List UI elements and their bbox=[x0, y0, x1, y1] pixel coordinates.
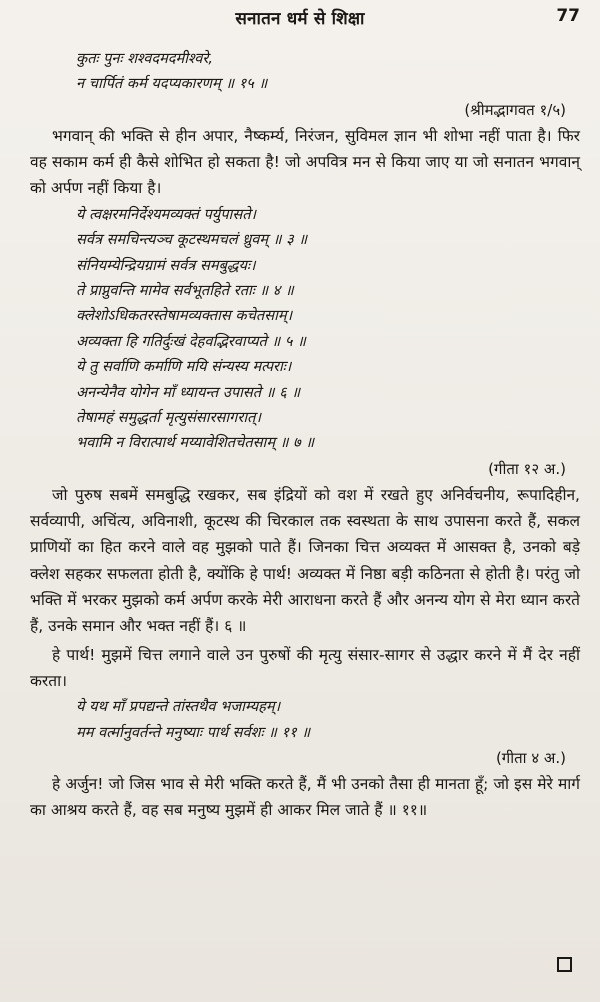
verse-line: संनियम्येन्द्रियग्रामं सर्वत्र समबुद्धयः। bbox=[76, 256, 256, 274]
verse-line: मम वर्त्मानुवर्तन्ते मनुष्याः पार्थ सर्वशः ॥ ११ ॥ bbox=[76, 723, 311, 741]
verse-line: ये तु सर्वाणि कर्माणि मयि संन्यस्य मत्पराः। bbox=[76, 358, 292, 376]
end-of-section-mark bbox=[557, 957, 572, 972]
commentary-paragraph: हे पार्थ! मुझमें चित्त लगाने वाले उन पुरुषों की मृत्यु संसार-सागर से उद्धार करने में मैं देर नहीं करता। bbox=[30, 645, 580, 690]
verse-block-gita-4 bbox=[76, 694, 580, 745]
verse-source: (गीता १२ अ.) bbox=[488, 459, 566, 478]
page-header bbox=[0, 4, 600, 34]
commentary-paragraph: भगवान् की भक्ति से हीन अपार, नैष्कर्म्य, निरंजन, सुविमल ज्ञान भी शोभा नहीं पाता है। फिर वह सकाम कर्म ही कैसे शोभित हो सकता है! जो अपवित्र मन से किया जाए या जो सनातन भगवान् को अर्पण नहीं किया है। bbox=[30, 126, 580, 198]
verse-line: कुतः पुनः शश्वदमदमीश्वरे, bbox=[76, 50, 213, 67]
verse-line: ये यथ माँ प्रपद्यन्ते तांस्तथैव भजाम्यहम्। bbox=[76, 698, 281, 716]
verse-line: ये त्वक्षरमनिर्देश्यमव्यक्तं पर्युपासते। bbox=[76, 205, 257, 223]
verse-block-bhagavata bbox=[76, 46, 580, 97]
page-number: 77 bbox=[556, 6, 580, 26]
verse-source: (श्रीमद्भागवत १/५) bbox=[464, 100, 566, 119]
verse-line: अनन्येनैव योगेन माँ ध्यायन्त उपासते ॥ ६ ॥ bbox=[76, 383, 301, 401]
verse-line: न चार्पितं कर्म यदप्यकारणम् ॥ १५ ॥ bbox=[76, 75, 268, 93]
verse-line: क्लेशोऽधिकतरस्तेषामव्यक्तास कचेतसाम्। bbox=[76, 307, 293, 325]
page-body bbox=[30, 46, 580, 824]
verse-line: तेषामहं समुद्धर्ता मृत्युसंसारसागरात्। bbox=[76, 408, 262, 426]
verse-block-gita-12 bbox=[76, 202, 580, 456]
verse-line: अव्यक्ता हि गतिर्दुःखं देहवद्भिरवाप्यते ॥ ५ ॥ bbox=[76, 332, 306, 350]
running-head: सनातन धर्म से शिक्षा bbox=[235, 9, 365, 29]
verse-line: भवामि न विरात्पार्थ मय्यावेशितचेतसाम् ॥ ७ ॥ bbox=[76, 434, 315, 452]
commentary-paragraph: जो पुरुष सबमें समबुद्धि रखकर, सब इंद्रियों को वश में रखते हुए अनिर्वचनीय, रूपादिहीन, सर्वव्यापी, अचिंत्य, अविनाशी, कूटस्थ की चिरकाल तक स्वस्थता के साथ उपासना करते हैं, सकल प्राणियों का हित करने वाले वह मुझको पाते हैं। जिनका चित्त अव्यक्त में आसक्त है, उनको बड़े क्लेश सहकर सफलता होती है, क्योंकि हे पार्थ! अव्यक्त में निष्ठा बड़ी कठिनता से होती है। परंतु जो भक्ति में भरकर मुझको कर्म अर्पण करके मेरी आराधना करते हैं और अनन्य योग से मेरा ध्यान करते हैं, उनके समान और भक्त नहीं हैं। ६ ॥ bbox=[30, 485, 580, 636]
verse-line: ते प्राप्नुवन्ति मामेव सर्वभूतहिते रताः ॥ ४ ॥ bbox=[76, 281, 294, 299]
verse-source: (गीता ४ अ.) bbox=[495, 748, 566, 767]
verse-line: सर्वत्र समचिन्त्यञ्च कूटस्थमचलं ध्रुवम् ॥ ३ ॥ bbox=[76, 231, 308, 249]
commentary-paragraph: हे अर्जुन! जो जिस भाव से मेरी भक्ति करते हैं, मैं भी उनको तैसा ही मानता हूँ; जो इस मेरे मार्ग का आश्रय करते हैं, वह सब मनुष्य मुझमें ही आकर मिल जाते हैं ॥ ११॥ bbox=[30, 774, 580, 820]
